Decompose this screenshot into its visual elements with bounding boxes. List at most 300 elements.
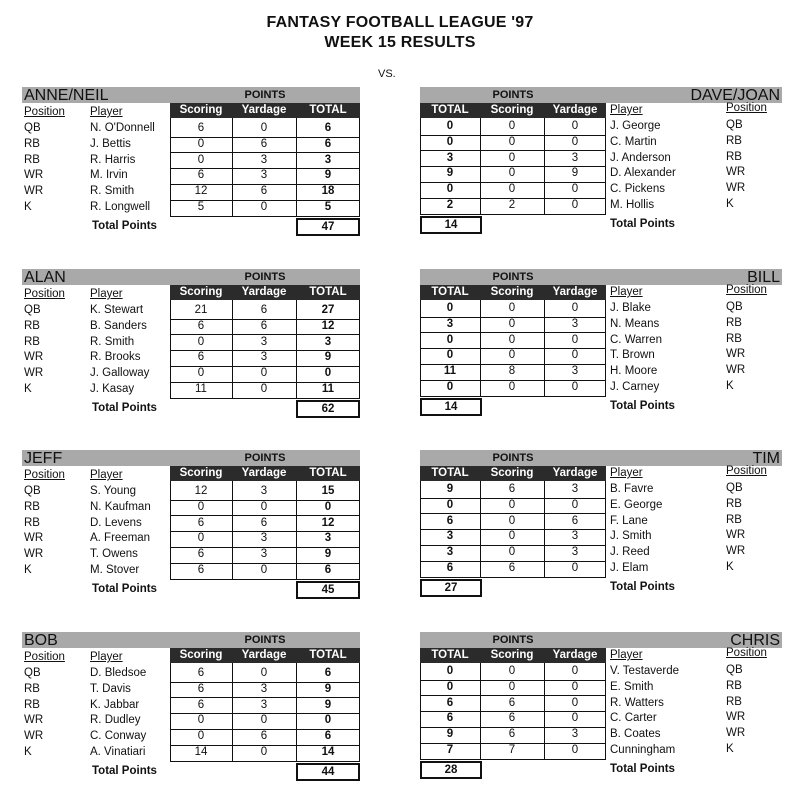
team-name: ALAN bbox=[24, 269, 66, 286]
total-points-box: 44 bbox=[296, 763, 360, 781]
player-cell: C. Conway bbox=[90, 730, 147, 743]
player-cell: F. Lane bbox=[610, 514, 648, 527]
player-cell: D. Alexander bbox=[610, 167, 676, 180]
total-cell: 0 bbox=[324, 367, 332, 380]
total-points-box: 45 bbox=[296, 581, 360, 599]
position-cell: WR bbox=[726, 364, 746, 377]
yardage-cell: 3 bbox=[260, 485, 268, 497]
yardage-cell: 0 bbox=[260, 201, 268, 213]
total-points-box: 28 bbox=[420, 761, 482, 779]
player-cell: R. Dudley bbox=[90, 714, 141, 727]
team-block-left bbox=[22, 269, 362, 429]
scoring-cell: 5 bbox=[197, 201, 205, 213]
player-cell: D. Levens bbox=[90, 516, 142, 529]
position-header: Position bbox=[726, 647, 767, 659]
scoring-cell: 6 bbox=[508, 712, 516, 725]
scoring-cell: 14 bbox=[194, 746, 208, 758]
team-name: ANNE/NEIL bbox=[24, 87, 109, 104]
yardage-cell: 0 bbox=[260, 122, 268, 134]
column-divider bbox=[480, 663, 481, 760]
player-cell: C. Pickens bbox=[610, 183, 665, 196]
total-cell: 5 bbox=[324, 201, 332, 213]
yardage-cell: 3 bbox=[260, 682, 268, 695]
player-cell: D. Bledsoe bbox=[90, 667, 147, 679]
column-divider bbox=[420, 300, 421, 397]
points-header: POINTS bbox=[492, 452, 534, 464]
position-cell: WR bbox=[24, 367, 44, 380]
position-cell: WR bbox=[726, 529, 746, 542]
position-header: Position bbox=[726, 465, 767, 477]
position-header: Position bbox=[726, 284, 767, 296]
total-cell: 0 bbox=[446, 183, 454, 196]
player-cell: K. Stewart bbox=[90, 304, 144, 316]
column-divider bbox=[359, 118, 360, 217]
player-cell: J. Carney bbox=[610, 381, 660, 393]
yardage-cell: 6 bbox=[260, 185, 268, 198]
scoring-cell: 6 bbox=[197, 682, 205, 695]
position-cell: WR bbox=[726, 727, 746, 740]
row-divider bbox=[420, 577, 606, 578]
player-cell: R. Smith bbox=[90, 335, 135, 348]
player-cell: M. Irvin bbox=[90, 169, 128, 182]
total-header: TOTAL bbox=[309, 467, 347, 479]
scoring-header: Scoring bbox=[179, 286, 223, 298]
position-cell: K bbox=[24, 201, 32, 213]
yardage-cell: 3 bbox=[571, 317, 579, 330]
total-cell: 9 bbox=[446, 483, 454, 495]
scoring-cell: 6 bbox=[508, 728, 516, 741]
total-cell: 9 bbox=[324, 351, 332, 364]
position-cell: RB bbox=[24, 137, 40, 150]
player-cell: E. Smith bbox=[610, 680, 654, 693]
total-points-box: 14 bbox=[420, 216, 482, 234]
yardage-cell: 3 bbox=[571, 546, 579, 559]
position-cell: QB bbox=[726, 301, 743, 313]
scoring-cell: 0 bbox=[508, 546, 516, 559]
position-cell: WR bbox=[726, 545, 746, 558]
yardage-cell: 0 bbox=[571, 562, 579, 574]
yardage-header: Yardage bbox=[241, 104, 287, 116]
total-cell: 3 bbox=[446, 546, 454, 559]
player-cell: J. Blake bbox=[610, 302, 651, 314]
yardage-cell: 3 bbox=[571, 151, 579, 164]
scoring-cell: 6 bbox=[197, 516, 205, 529]
yardage-cell: 0 bbox=[571, 349, 579, 362]
yardage-cell: 0 bbox=[571, 712, 579, 725]
column-divider bbox=[359, 300, 360, 399]
yardage-cell: 9 bbox=[571, 167, 579, 180]
team-block-left bbox=[22, 632, 362, 792]
position-cell: WR bbox=[24, 532, 44, 545]
position-header: Position bbox=[24, 469, 65, 481]
position-cell: RB bbox=[24, 153, 40, 166]
points-header: POINTS bbox=[244, 634, 286, 646]
column-divider bbox=[605, 663, 606, 760]
player-cell: C. Warren bbox=[610, 333, 662, 346]
column-divider bbox=[170, 300, 171, 399]
player-cell: N. Kaufman bbox=[90, 500, 151, 513]
row-divider bbox=[420, 214, 606, 215]
position-cell: RB bbox=[726, 150, 742, 163]
column-divider bbox=[480, 118, 481, 215]
scoring-cell: 11 bbox=[195, 383, 207, 395]
yardage-header: Yardage bbox=[552, 649, 598, 661]
team-name: BOB bbox=[24, 632, 58, 649]
team-name: BILL bbox=[747, 269, 780, 286]
scoring-header: Scoring bbox=[179, 467, 223, 479]
total-header: TOTAL bbox=[309, 649, 347, 661]
column-divider bbox=[420, 481, 421, 578]
scoring-cell: 0 bbox=[197, 367, 205, 380]
player-header: Player bbox=[90, 469, 123, 481]
yardage-cell: 6 bbox=[260, 319, 268, 332]
yardage-cell: 0 bbox=[571, 381, 579, 393]
yardage-cell: 0 bbox=[571, 696, 579, 709]
scoring-header: Scoring bbox=[179, 649, 223, 661]
scoring-cell: 21 bbox=[194, 304, 208, 316]
column-divider bbox=[359, 663, 360, 762]
total-points-box: 14 bbox=[420, 398, 482, 416]
column-divider bbox=[420, 118, 421, 215]
total-cell: 15 bbox=[321, 485, 335, 497]
position-header: Position bbox=[24, 651, 65, 663]
position-cell: RB bbox=[726, 679, 742, 692]
yardage-header: Yardage bbox=[241, 649, 287, 661]
player-header: Player bbox=[90, 288, 123, 300]
player-cell: Cunningham bbox=[610, 744, 676, 756]
total-cell: 6 bbox=[324, 564, 332, 576]
scoring-cell: 12 bbox=[194, 185, 208, 198]
yardage-cell: 0 bbox=[260, 564, 268, 576]
scoring-cell: 0 bbox=[508, 333, 516, 346]
total-points-label: Total Points bbox=[92, 219, 157, 232]
player-cell: E. George bbox=[610, 498, 663, 511]
total-header: TOTAL bbox=[309, 286, 347, 298]
total-cell: 6 bbox=[446, 712, 454, 725]
scoring-cell: 6 bbox=[197, 564, 205, 576]
position-header: Position bbox=[726, 102, 767, 114]
column-divider bbox=[232, 118, 233, 217]
column-divider bbox=[170, 663, 171, 762]
team-block-right bbox=[420, 87, 780, 247]
player-cell: R. Brooks bbox=[90, 351, 141, 364]
scoring-cell: 6 bbox=[197, 122, 205, 134]
position-cell: WR bbox=[726, 166, 746, 179]
column-divider bbox=[420, 663, 421, 760]
scoring-cell: 0 bbox=[508, 381, 516, 393]
column-divider bbox=[232, 663, 233, 762]
player-cell: N. Means bbox=[610, 317, 660, 330]
scoring-cell: 6 bbox=[508, 562, 516, 574]
scoring-cell: 0 bbox=[508, 302, 516, 314]
total-cell: 0 bbox=[446, 333, 454, 346]
scoring-cell: 6 bbox=[197, 698, 205, 711]
yardage-cell: 3 bbox=[260, 351, 268, 364]
position-cell: WR bbox=[726, 711, 746, 724]
scoring-header: Scoring bbox=[490, 104, 534, 116]
yardage-cell: 6 bbox=[571, 514, 579, 527]
scoring-cell: 0 bbox=[508, 680, 516, 693]
team-block-left bbox=[22, 87, 362, 247]
yardage-cell: 3 bbox=[571, 728, 579, 741]
total-cell: 0 bbox=[446, 302, 454, 314]
yardage-cell: 0 bbox=[571, 183, 579, 196]
yardage-header: Yardage bbox=[552, 286, 598, 298]
scoring-cell: 0 bbox=[508, 514, 516, 527]
position-cell: K bbox=[726, 198, 734, 210]
scoring-cell: 0 bbox=[508, 183, 516, 196]
column-divider bbox=[480, 481, 481, 578]
column-divider bbox=[232, 481, 233, 580]
player-header: Player bbox=[610, 467, 643, 479]
player-cell: R. Harris bbox=[90, 153, 136, 166]
total-header: TOTAL bbox=[309, 104, 347, 116]
position-cell: WR bbox=[24, 548, 44, 561]
position-header: Position bbox=[24, 106, 65, 118]
column-divider bbox=[605, 118, 606, 215]
total-points-label: Total Points bbox=[610, 399, 675, 412]
total-cell: 0 bbox=[446, 498, 454, 511]
player-cell: A. Vinatiari bbox=[90, 746, 146, 758]
total-cell: 3 bbox=[446, 530, 454, 543]
player-cell: T. Davis bbox=[90, 682, 131, 695]
yardage-header: Yardage bbox=[241, 286, 287, 298]
total-cell: 6 bbox=[324, 667, 332, 679]
position-cell: RB bbox=[726, 695, 742, 708]
total-cell: 14 bbox=[321, 746, 335, 758]
position-cell: WR bbox=[24, 169, 44, 182]
total-cell: 12 bbox=[321, 516, 335, 529]
player-header: Player bbox=[90, 106, 123, 118]
player-cell: S. Young bbox=[90, 485, 137, 497]
scoring-cell: 0 bbox=[197, 153, 205, 166]
total-cell: 3 bbox=[324, 335, 332, 348]
player-cell: J. Reed bbox=[610, 546, 650, 559]
position-cell: QB bbox=[24, 122, 41, 134]
position-cell: RB bbox=[24, 319, 40, 332]
total-cell: 0 bbox=[446, 135, 454, 148]
player-cell: T. Owens bbox=[90, 548, 138, 561]
total-cell: 3 bbox=[446, 151, 454, 164]
column-divider bbox=[296, 663, 297, 762]
team-block-right bbox=[420, 450, 780, 610]
versus-label: VS. bbox=[378, 68, 396, 80]
scoring-cell: 0 bbox=[508, 151, 516, 164]
total-header: TOTAL bbox=[431, 104, 469, 116]
scoring-cell: 0 bbox=[508, 349, 516, 362]
points-header: POINTS bbox=[492, 89, 534, 101]
position-cell: RB bbox=[726, 497, 742, 510]
total-cell: 12 bbox=[321, 319, 335, 332]
page-title-line-2: WEEK 15 RESULTS bbox=[324, 34, 476, 51]
position-cell: RB bbox=[726, 332, 742, 345]
total-cell: 6 bbox=[446, 514, 454, 527]
yardage-cell: 3 bbox=[260, 335, 268, 348]
yardage-cell: 3 bbox=[571, 530, 579, 543]
total-cell: 6 bbox=[446, 562, 454, 574]
scoring-cell: 6 bbox=[197, 319, 205, 332]
position-header: Position bbox=[24, 288, 65, 300]
team-block-right bbox=[420, 269, 780, 429]
yardage-cell: 6 bbox=[260, 516, 268, 529]
scoring-header: Scoring bbox=[490, 649, 534, 661]
yardage-cell: 3 bbox=[260, 548, 268, 561]
points-header: POINTS bbox=[244, 89, 286, 101]
player-cell: N. O'Donnell bbox=[90, 122, 155, 134]
column-divider bbox=[170, 118, 171, 217]
player-cell: A. Freeman bbox=[90, 532, 151, 545]
player-cell: J. Kasay bbox=[90, 383, 135, 395]
player-cell: K. Jabbar bbox=[90, 698, 140, 711]
total-cell: 9 bbox=[324, 548, 332, 561]
position-cell: QB bbox=[24, 667, 41, 679]
scoring-header: Scoring bbox=[179, 104, 223, 116]
column-divider bbox=[296, 118, 297, 217]
player-cell: J. Anderson bbox=[610, 151, 671, 164]
scoring-cell: 0 bbox=[508, 120, 516, 132]
total-header: TOTAL bbox=[431, 286, 469, 298]
position-cell: WR bbox=[24, 730, 44, 743]
scoring-cell: 0 bbox=[508, 530, 516, 543]
team-name: JEFF bbox=[24, 450, 63, 467]
player-cell: J. Bettis bbox=[90, 137, 131, 150]
scoring-cell: 6 bbox=[508, 696, 516, 709]
total-cell: 27 bbox=[321, 304, 335, 316]
position-cell: K bbox=[24, 564, 32, 576]
total-points-label: Total Points bbox=[610, 580, 675, 593]
column-divider bbox=[359, 481, 360, 580]
yardage-cell: 3 bbox=[260, 532, 268, 545]
total-header: TOTAL bbox=[431, 467, 469, 479]
column-divider bbox=[544, 118, 545, 215]
player-cell: J. Smith bbox=[610, 530, 652, 543]
player-cell: C. Carter bbox=[610, 712, 657, 725]
yardage-cell: 3 bbox=[260, 169, 268, 182]
position-cell: RB bbox=[24, 516, 40, 529]
column-divider bbox=[544, 663, 545, 760]
points-header: POINTS bbox=[492, 634, 534, 646]
player-header: Player bbox=[610, 286, 643, 298]
player-cell: J. Elam bbox=[610, 562, 649, 574]
position-cell: RB bbox=[24, 698, 40, 711]
player-cell: T. Brown bbox=[610, 349, 655, 362]
total-cell: 18 bbox=[321, 185, 335, 198]
position-cell: WR bbox=[24, 714, 44, 727]
total-cell: 2 bbox=[446, 199, 454, 211]
scoring-cell: 12 bbox=[194, 485, 208, 497]
yardage-cell: 0 bbox=[571, 665, 579, 677]
position-cell: K bbox=[726, 561, 734, 573]
scoring-cell: 7 bbox=[508, 744, 516, 756]
position-cell: RB bbox=[726, 316, 742, 329]
player-cell: R. Smith bbox=[90, 185, 135, 198]
column-divider bbox=[544, 481, 545, 578]
yardage-cell: 3 bbox=[260, 698, 268, 711]
total-points-box: 47 bbox=[296, 218, 360, 236]
position-cell: QB bbox=[726, 664, 743, 676]
row-divider bbox=[170, 216, 360, 217]
yardage-header: Yardage bbox=[241, 467, 287, 479]
total-cell: 0 bbox=[324, 714, 332, 727]
team-name: TIM bbox=[752, 450, 780, 467]
player-cell: V. Testaverde bbox=[610, 665, 680, 677]
scoring-cell: 6 bbox=[197, 667, 205, 679]
scoring-cell: 8 bbox=[508, 365, 516, 378]
total-cell: 0 bbox=[446, 120, 454, 132]
total-cell: 6 bbox=[324, 137, 332, 150]
total-cell: 6 bbox=[446, 696, 454, 709]
total-points-label: Total Points bbox=[92, 582, 157, 595]
position-cell: K bbox=[24, 383, 32, 395]
total-cell: 6 bbox=[324, 122, 332, 134]
yardage-cell: 3 bbox=[571, 483, 579, 495]
yardage-cell: 3 bbox=[571, 365, 579, 378]
total-header: TOTAL bbox=[431, 649, 469, 661]
scoring-cell: 0 bbox=[508, 135, 516, 148]
total-cell: 9 bbox=[324, 698, 332, 711]
column-divider bbox=[170, 481, 171, 580]
yardage-cell: 6 bbox=[260, 137, 268, 150]
total-cell: 9 bbox=[324, 169, 332, 182]
column-divider bbox=[480, 300, 481, 397]
yardage-cell: 0 bbox=[260, 746, 268, 758]
yardage-cell: 0 bbox=[571, 302, 579, 314]
yardage-cell: 0 bbox=[571, 120, 579, 132]
column-divider bbox=[544, 300, 545, 397]
total-cell: 0 bbox=[324, 500, 332, 513]
row-divider bbox=[420, 396, 606, 397]
position-cell: RB bbox=[726, 134, 742, 147]
yardage-cell: 0 bbox=[571, 498, 579, 511]
page-title-line-1: FANTASY FOOTBALL LEAGUE '97 bbox=[266, 14, 534, 31]
total-cell: 0 bbox=[446, 680, 454, 693]
total-cell: 6 bbox=[324, 730, 332, 743]
row-divider bbox=[170, 579, 360, 580]
total-cell: 9 bbox=[446, 167, 454, 180]
player-cell: C. Martin bbox=[610, 135, 657, 148]
row-divider bbox=[170, 398, 360, 399]
scoring-cell: 0 bbox=[197, 500, 205, 513]
team-block-right bbox=[420, 632, 780, 792]
yardage-cell: 0 bbox=[571, 135, 579, 148]
total-cell: 7 bbox=[446, 744, 454, 756]
scoring-cell: 0 bbox=[197, 335, 205, 348]
yardage-cell: 0 bbox=[571, 199, 579, 211]
player-cell: M. Stover bbox=[90, 564, 140, 576]
position-cell: K bbox=[726, 380, 734, 392]
player-cell: R. Longwell bbox=[90, 201, 151, 213]
total-points-label: Total Points bbox=[92, 401, 157, 414]
player-cell: J. George bbox=[610, 120, 661, 132]
yardage-cell: 0 bbox=[260, 714, 268, 727]
scoring-cell: 0 bbox=[508, 665, 516, 677]
scoring-cell: 0 bbox=[508, 317, 516, 330]
scoring-cell: 0 bbox=[197, 137, 205, 150]
position-cell: K bbox=[24, 746, 32, 758]
yardage-cell: 0 bbox=[260, 500, 268, 513]
total-points-box: 62 bbox=[296, 400, 360, 418]
yardage-cell: 0 bbox=[260, 667, 268, 679]
yardage-cell: 0 bbox=[571, 333, 579, 346]
scoring-cell: 6 bbox=[197, 351, 205, 364]
player-header: Player bbox=[90, 651, 123, 663]
total-points-label: Total Points bbox=[92, 764, 157, 777]
player-header: Player bbox=[610, 649, 643, 661]
total-cell: 9 bbox=[324, 682, 332, 695]
total-cell: 3 bbox=[324, 532, 332, 545]
position-cell: QB bbox=[726, 482, 743, 494]
column-divider bbox=[296, 300, 297, 399]
